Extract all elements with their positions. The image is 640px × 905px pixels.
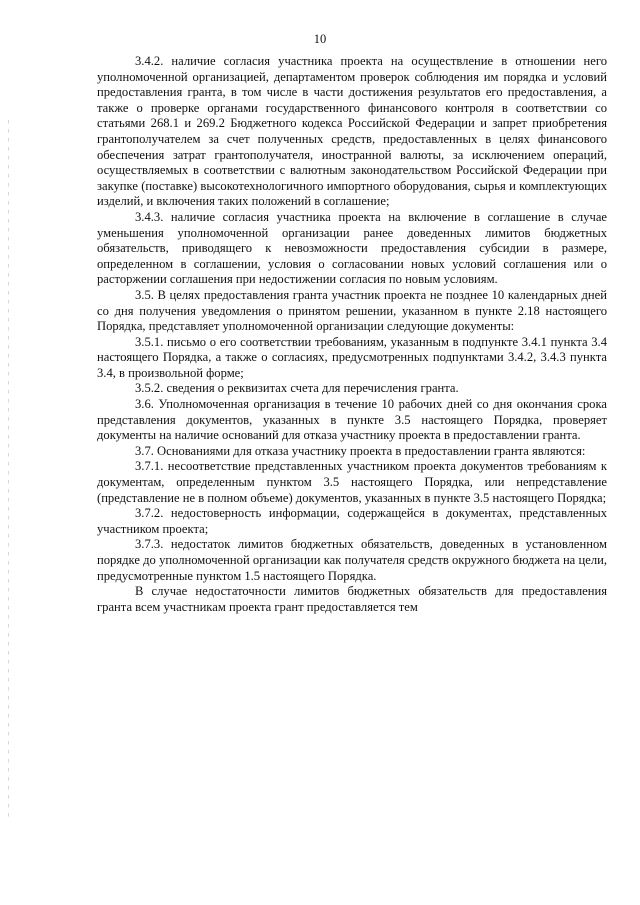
document-body [97,54,607,615]
paragraph-3-7-2: 3.7.2. недостоверность информации, содержащейся в документах, представленных участником проекта; [97,506,607,536]
paragraph-3-4-3: 3.4.3. наличие согласия участника проекта на включение в соглашение в случае уменьшения уполномоченной организации ранее доведенных лимитов бюджетных обязательств, приводящего к невозможности предоставления субсидии в размере, определенном в соглашении, условия о согласовании новых условий соглашения или о расторжении соглашения при недостижении согласия по новым условиям. [97,209,607,287]
paragraph-3-5: 3.5. В целях предоставления гранта участник проекта не позднее 10 календарных дней со дня получения уведомления о принятом решении, указанном в пункте 2.18 настоящего Порядка, представляет уполномоченной организации следующие документы: [97,287,607,334]
scan-margin-artifact [8,120,10,820]
paragraph-3-7-1: 3.7.1. несоответствие представленных участником проекта документов требованиям к документам, определенным пунктом 3.5 настоящего Порядка, или непредставление (представление не в полном объеме) документов, указанных в пункте 3.5 настоящего Порядка; [97,459,607,505]
paragraph-3-5-1: 3.5.1. письмо о его соответствии требованиям, указанным в подпункте 3.4.1 пункта 3.4 настоящего Порядка, а также о согласиях, предусмотренных подпунктами 3.4.2, 3.4.3 пункта 3.4, в произвольной форме; [97,334,607,380]
paragraph-insufficient-limits: В случае недостаточности лимитов бюджетных обязательств для предоставления гранта всем участникам проекта грант предоставляется тем [97,584,607,614]
paragraph-3-6: 3.6. Уполномоченная организация в течение 10 рабочих дней со дня окончания срока представления документов, указанных в пункте 3.5 настоящего Порядка, проверяет документы на наличие оснований для отказа участнику проекта в предоставлении гранта. [97,397,607,443]
paragraph-3-5-2: 3.5.2. сведения о реквизитах счета для перечисления гранта. [135,381,459,396]
paragraph-3-7-3: 3.7.3. недостаток лимитов бюджетных обязательств, доведенных в установленном порядке до уполномоченной организации как получателя средств окружного бюджета на цели, предусмотренные пунктом 1.5 настоящего Порядка. [97,537,607,583]
paragraph-3-4-2: 3.4.2. наличие согласия участника проекта на осуществление в отношении него уполномоченной организацией, департаментом проверок соблюдения им порядка и условий предоставления гранта, в том числе в части достижения результатов его предоставления, а также о проверке органами государственного финансового контроля в соответствии со статьями 268.1 и 269.2 Бюджетного кодекса Российской Федерации и запрет приобретения грантополучателем за счет полученных средств, предоставленных в целях финансового обеспечения затрат грантополучателя, иностранной валюты, за исключением операций, осуществляемых в соответствии с валютным законодательством Российской Федерации при закупке (поставке) высокотехнологичного импортного оборудования, сырья и комплектующих изделий, и включения таких положений в соглашение; [97,54,607,209]
paragraph-3-7: 3.7. Основаниями для отказа участнику проекта в предоставлении гранта являются: [135,443,586,458]
page-number: 10 [313,32,327,46]
